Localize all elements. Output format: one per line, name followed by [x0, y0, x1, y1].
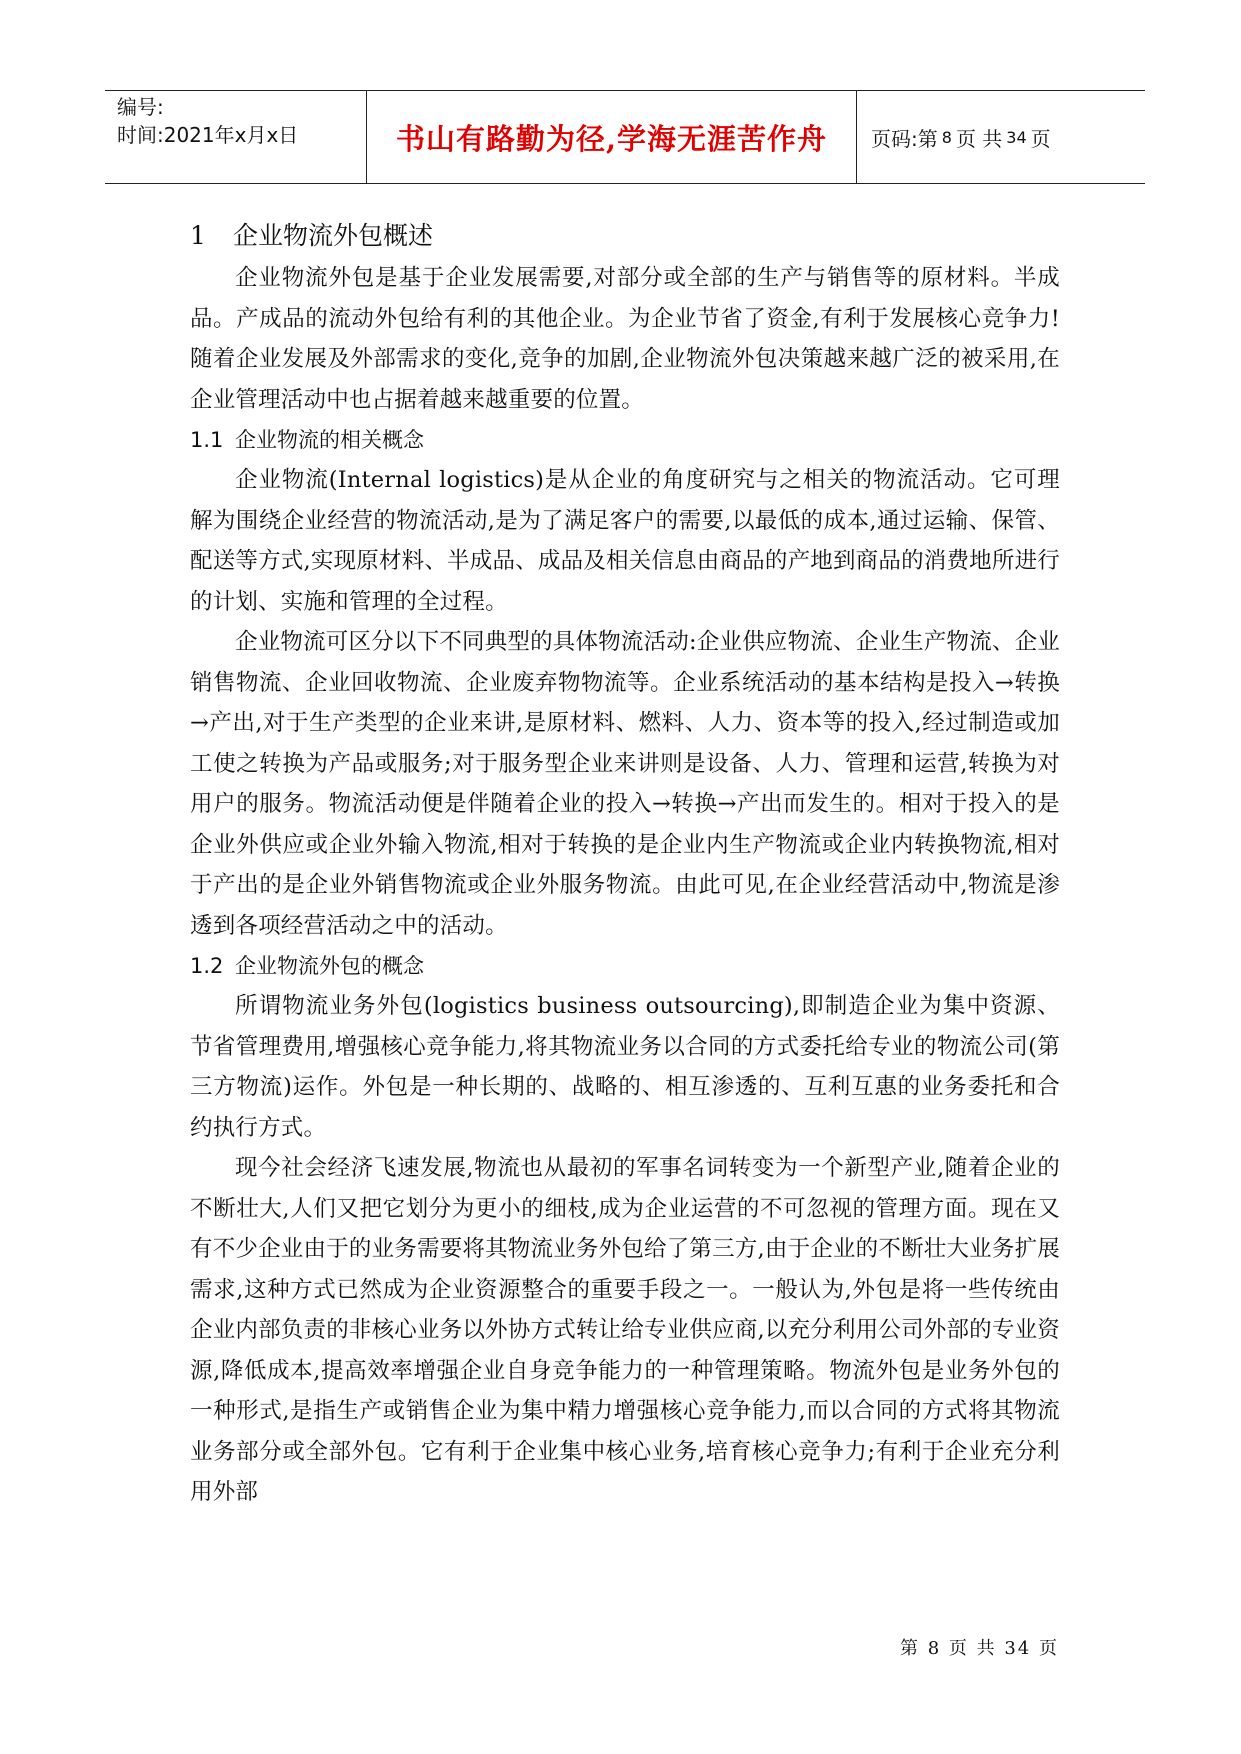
header-page-info — [857, 91, 1145, 183]
section-heading — [190, 214, 1060, 258]
paragraph: 企业物流外包是基于企业发展需要,对部分或全部的生产与销售等的原材料。半成品。产成品的流动外包给有利的其他企业。为企业节省了资金,有利于发展核心竞争力!随着企业发展及外部需求的变化,竞争的加剧,企业物流外包决策越来越广泛的被采用,在企业管理活动中也占据着越来越重要的位置。 — [190, 265, 1060, 413]
page-prefix: 页码:第 — [871, 126, 938, 151]
paragraph: 所谓物流业务外包(logistics business outsourcing),即制造企业为集中资源、节省管理费用,增强核心竞争能力,将其物流业务以合同的方式委托给专业的物流公司(第三方物流)运作。外包是一种长期的、战略的、相互渗透的、互利互惠的业务委托和合约执行方式。 — [190, 993, 1060, 1141]
page-suffix: 页 — [1030, 126, 1051, 151]
paragraph: 企业物流(Internal logistics)是从企业的角度研究与之相关的物流活动。它可理解为围绕企业经营的物流活动,是为了满足客户的需要,以最低的成本,通过运输、保管、配送等方式,实现原材料、半成品、成品及相关信息由商品的产地到商品的消费地所进行的计划、实施和管理的全过程。 — [190, 467, 1060, 615]
header-left-cell — [105, 91, 367, 183]
page-number: 8 — [941, 127, 952, 147]
subsection-heading — [190, 420, 1060, 460]
subsection-heading — [190, 946, 1060, 986]
serial-label: 编号: — [117, 95, 164, 119]
subsection-title: 企业物流的相关概念 — [235, 428, 424, 452]
subsection-number: 1.2 — [190, 954, 224, 978]
page-footer: 第 8 页 共 34 页 — [900, 1638, 1059, 1659]
section-title: 企业物流外包概述 — [233, 221, 434, 250]
section-number: 1 — [190, 221, 206, 250]
paragraph: 企业物流可区分以下不同典型的具体物流活动:企业供应物流、企业生产物流、企业销售物流、企业回收物流、企业废弃物物流等。企业系统活动的基本结构是投入→转换→产出,对于生产类型的企业来讲,是原材料、燃料、人力、资本等的投入,经过制造或加工使之转换为产品或服务;对于服务型企业来讲则是设备、人力、管理和运营,转换为对用户的服务。物流活动便是伴随着企业的投入→转换→产出而发生的。相对于投入的是企业外供应或企业外输入物流,相对于转换的是企业内生产物流或企业内转换物流,相对于产出的是企业外销售物流或企业外服务物流。由此可见,在企业经营活动中,物流是渗透到各项经营活动之中的活动。 — [190, 629, 1060, 939]
page-header — [105, 90, 1145, 184]
subsection-title: 企业物流外包的概念 — [235, 954, 424, 978]
paragraph: 现今社会经济飞速发展,物流也从最初的军事名词转变为一个新型产业,随着企业的不断壮大,人们又把它划分为更小的细枝,成为企业运营的不可忽视的管理方面。现在又有不少企业由于的业务需要将其物流业务外包给了第三方,由于企业的不断壮大业务扩展需求,这种方式已然成为企业资源整合的重要手段之一。一般认为,外包是将一些传统由企业内部负责的非核心业务以外协方式转让给专业供应商,以充分利用公司外部的专业资源,降低成本,提高效率增强企业自身竞争能力的一种管理策略。物流外包是业务外包的一种形式,是指生产或销售企业为集中精力增强核心竞争能力,而以合同的方式将其物流业务部分或全部外包。它有利于企业集中核心业务,培育核心竞争力;有利于企业充分利用外部 — [190, 1155, 1060, 1505]
header-motto: 书山有路勤为径,学海无涯苦作舟 — [367, 91, 857, 183]
date-label: 时间:2021年x月x日 — [117, 123, 299, 147]
subsection-number: 1.1 — [190, 428, 224, 452]
page-total: 34 — [1006, 127, 1027, 147]
document-body — [190, 214, 1060, 1513]
page-mid: 页 共 — [955, 126, 1003, 151]
